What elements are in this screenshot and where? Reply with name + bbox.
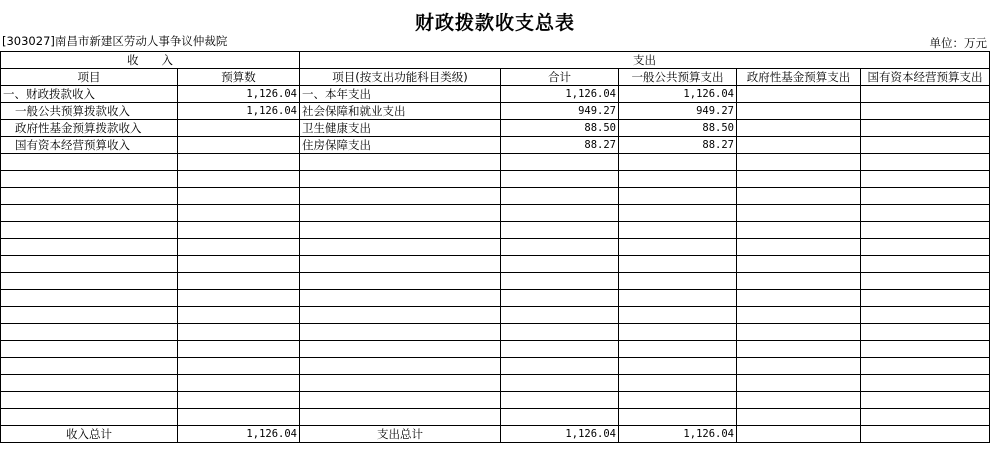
empty-cell [737, 409, 861, 426]
empty-cell [861, 409, 990, 426]
empty-cell [1, 409, 178, 426]
col-header-general: 一般公共预算支出 [619, 69, 737, 86]
empty-cell [178, 375, 300, 392]
empty-row [1, 392, 990, 409]
empty-cell [1, 273, 178, 290]
empty-cell [1, 256, 178, 273]
empty-cell [861, 256, 990, 273]
empty-cell [861, 290, 990, 307]
empty-cell [619, 358, 737, 375]
empty-cell [619, 239, 737, 256]
empty-row [1, 239, 990, 256]
empty-cell [1, 324, 178, 341]
col-header-total: 合计 [501, 69, 619, 86]
empty-cell [1, 222, 178, 239]
empty-cell [861, 375, 990, 392]
empty-cell [501, 392, 619, 409]
empty-row [1, 375, 990, 392]
empty-cell [737, 171, 861, 188]
empty-cell [501, 341, 619, 358]
expense-total: 949.27 [501, 103, 619, 120]
table-row [1, 103, 990, 120]
empty-cell [737, 324, 861, 341]
empty-cell [861, 171, 990, 188]
empty-row [1, 358, 990, 375]
empty-cell [300, 307, 501, 324]
empty-cell [501, 222, 619, 239]
empty-cell [861, 205, 990, 222]
empty-row [1, 154, 990, 171]
income-total-value: 1,126.04 [178, 426, 300, 443]
empty-cell [300, 171, 501, 188]
empty-cell [178, 188, 300, 205]
empty-row [1, 171, 990, 188]
empty-cell [619, 222, 737, 239]
empty-cell [501, 273, 619, 290]
empty-cell [737, 358, 861, 375]
col-header-expense-item: 项目(按支出功能科目类级) [300, 69, 501, 86]
empty-cell [737, 154, 861, 171]
empty-cell [619, 205, 737, 222]
empty-cell [619, 375, 737, 392]
empty-row [1, 409, 990, 426]
expense-header: 支出 [300, 52, 990, 69]
empty-cell [737, 307, 861, 324]
empty-cell [300, 324, 501, 341]
income-total-label: 收入总计 [1, 426, 178, 443]
empty-cell [1, 375, 178, 392]
expense-total-value: 1,126.04 [501, 426, 619, 443]
income-header: 收 入 [1, 52, 300, 69]
empty-cell [861, 392, 990, 409]
expense-total: 88.27 [501, 137, 619, 154]
empty-cell [619, 409, 737, 426]
empty-cell [300, 341, 501, 358]
empty-cell [861, 154, 990, 171]
income-item: 一、财政拨款收入 [1, 86, 178, 103]
col-header-item: 项目 [1, 69, 178, 86]
empty-cell [178, 256, 300, 273]
empty-cell [1, 392, 178, 409]
empty-cell [861, 188, 990, 205]
empty-cell [178, 307, 300, 324]
empty-cell [1, 154, 178, 171]
empty-cell [178, 324, 300, 341]
state-capital-total-value [861, 426, 990, 443]
table-row [1, 137, 990, 154]
empty-cell [300, 154, 501, 171]
empty-cell [178, 392, 300, 409]
empty-cell [1, 290, 178, 307]
income-item: 国有资本经营预算收入 [1, 137, 178, 154]
expense-general: 88.27 [619, 137, 737, 154]
empty-cell [861, 307, 990, 324]
empty-cell [300, 256, 501, 273]
expense-item: 社会保障和就业支出 [300, 103, 501, 120]
expense-item: 卫生健康支出 [300, 120, 501, 137]
empty-cell [501, 239, 619, 256]
empty-cell [619, 171, 737, 188]
empty-cell [1, 205, 178, 222]
empty-cell [178, 358, 300, 375]
empty-cell [178, 154, 300, 171]
empty-cell [1, 341, 178, 358]
empty-cell [1, 188, 178, 205]
empty-cell [501, 409, 619, 426]
empty-cell [501, 154, 619, 171]
empty-cell [501, 256, 619, 273]
empty-cell [737, 239, 861, 256]
expense-total: 1,126.04 [501, 86, 619, 103]
empty-cell [861, 273, 990, 290]
empty-cell [501, 188, 619, 205]
expense-state-capital [861, 103, 990, 120]
col-header-state-capital: 国有资本经营预算支出 [861, 69, 990, 86]
empty-cell [861, 239, 990, 256]
empty-cell [737, 392, 861, 409]
expense-item: 住房保障支出 [300, 137, 501, 154]
empty-cell [501, 358, 619, 375]
empty-cell [861, 324, 990, 341]
empty-cell [300, 222, 501, 239]
expense-state-capital [861, 137, 990, 154]
empty-cell [737, 273, 861, 290]
expense-total: 88.50 [501, 120, 619, 137]
empty-cell [619, 154, 737, 171]
report-title: 财政拨款收支总表 [414, 12, 575, 34]
empty-cell [619, 188, 737, 205]
total-row [1, 426, 990, 443]
gov-fund-total-value [737, 426, 861, 443]
empty-cell [861, 341, 990, 358]
empty-cell [178, 205, 300, 222]
expense-general: 88.50 [619, 120, 737, 137]
income-item: 一般公共预算拨款收入 [1, 103, 178, 120]
expense-gov-fund [737, 86, 861, 103]
empty-cell [300, 375, 501, 392]
empty-cell [737, 256, 861, 273]
empty-row [1, 324, 990, 341]
empty-cell [501, 307, 619, 324]
empty-cell [501, 205, 619, 222]
col-header-gov-fund: 政府性基金预算支出 [737, 69, 861, 86]
expense-gov-fund [737, 137, 861, 154]
table-row [1, 120, 990, 137]
empty-cell [178, 273, 300, 290]
income-amount: 1,126.04 [178, 86, 300, 103]
empty-cell [1, 239, 178, 256]
expense-item: 一、本年支出 [300, 86, 501, 103]
empty-cell [300, 205, 501, 222]
general-total-value: 1,126.04 [619, 426, 737, 443]
empty-cell [1, 171, 178, 188]
expense-state-capital [861, 120, 990, 137]
empty-cell [1, 358, 178, 375]
empty-row [1, 341, 990, 358]
unit-label: 单位：万元 [929, 36, 987, 50]
empty-row [1, 222, 990, 239]
empty-cell [178, 239, 300, 256]
expense-state-capital [861, 86, 990, 103]
empty-cell [619, 392, 737, 409]
expense-general: 1,126.04 [619, 86, 737, 103]
empty-cell [300, 273, 501, 290]
empty-row [1, 205, 990, 222]
empty-cell [861, 222, 990, 239]
empty-cell [737, 188, 861, 205]
income-amount [178, 120, 300, 137]
budget-table [0, 51, 990, 443]
empty-row [1, 256, 990, 273]
empty-cell [737, 341, 861, 358]
empty-cell [619, 324, 737, 341]
empty-cell [619, 256, 737, 273]
empty-cell [737, 375, 861, 392]
empty-cell [619, 273, 737, 290]
income-amount: 1,126.04 [178, 103, 300, 120]
income-amount [178, 137, 300, 154]
empty-cell [300, 409, 501, 426]
empty-cell [501, 171, 619, 188]
empty-cell [178, 171, 300, 188]
empty-row [1, 290, 990, 307]
empty-cell [300, 358, 501, 375]
empty-row [1, 188, 990, 205]
empty-cell [178, 341, 300, 358]
expense-total-label: 支出总计 [300, 426, 501, 443]
table-row [1, 86, 990, 103]
empty-cell [619, 341, 737, 358]
empty-cell [861, 358, 990, 375]
empty-cell [178, 290, 300, 307]
expense-gov-fund [737, 120, 861, 137]
empty-row [1, 307, 990, 324]
empty-cell [1, 307, 178, 324]
col-header-budget: 预算数 [178, 69, 300, 86]
empty-row [1, 273, 990, 290]
empty-cell [737, 290, 861, 307]
empty-cell [737, 222, 861, 239]
empty-cell [501, 324, 619, 341]
empty-cell [300, 188, 501, 205]
empty-cell [501, 290, 619, 307]
empty-cell [178, 409, 300, 426]
empty-cell [619, 307, 737, 324]
expense-general: 949.27 [619, 103, 737, 120]
organization-name: [303027]南昌市新建区劳动人事争议仲裁院 [2, 34, 228, 48]
income-item: 政府性基金预算拨款收入 [1, 120, 178, 137]
empty-cell [300, 290, 501, 307]
empty-cell [300, 239, 501, 256]
expense-gov-fund [737, 103, 861, 120]
empty-cell [737, 205, 861, 222]
empty-cell [300, 392, 501, 409]
empty-cell [501, 375, 619, 392]
empty-cell [619, 290, 737, 307]
empty-cell [178, 222, 300, 239]
